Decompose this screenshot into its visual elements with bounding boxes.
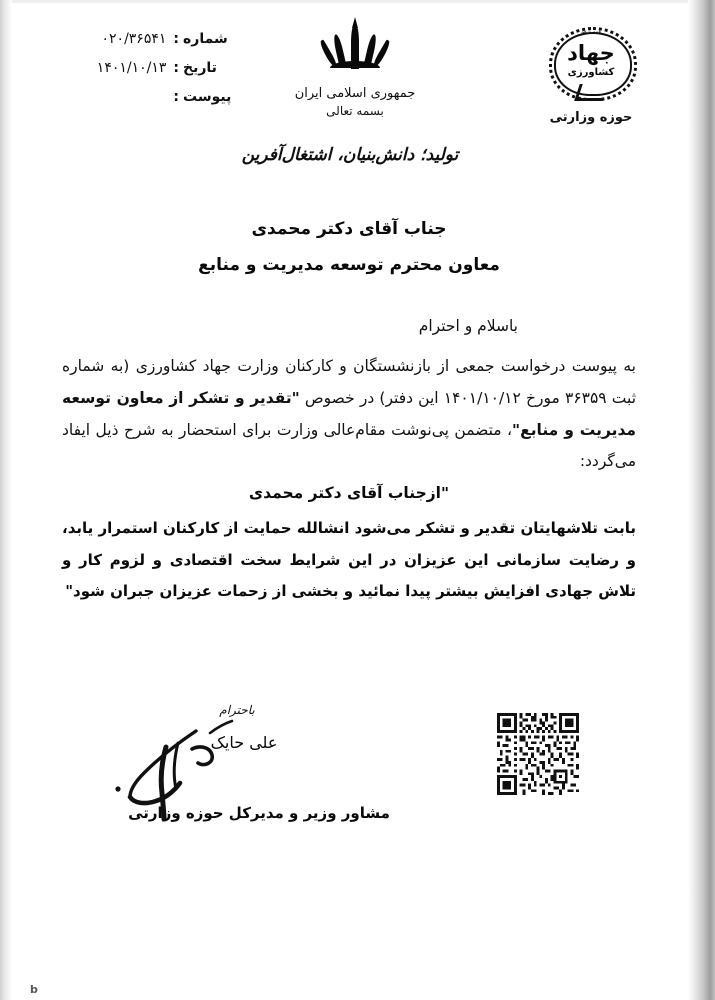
field-label-number: شماره [183, 31, 228, 47]
field-colon-attachment: : [173, 89, 179, 105]
ministry-logo-block [516, 21, 666, 125]
bottom-edge-mark: b [30, 983, 38, 996]
iran-national-emblem-icon [324, 25, 386, 77]
year-slogan: تولید؛ دانش‌بنیان، اشتغال‌آفرین [241, 145, 459, 165]
field-colon-number: : [173, 31, 179, 47]
field-label-attachment: پیوست [183, 89, 232, 105]
addressee-title: معاون محترم توسعه مدیریت و منابع [198, 255, 500, 275]
national-emblem-block [270, 25, 440, 118]
signatory-name: علی حایک [210, 733, 278, 752]
addressee-block [62, 219, 636, 275]
field-row-date [50, 60, 235, 76]
field-value-number: ۰۲۰/۳۶۵۴۱ [101, 31, 167, 47]
quote-heading: "ازجناب آقای دکتر محمدی [248, 484, 450, 503]
emblem-invocation-caption: بسمه تعالی [326, 104, 384, 118]
field-row-attachment [50, 89, 235, 105]
emblem-sword [330, 61, 380, 68]
jahad-keshavarzi-seal-icon [537, 21, 645, 103]
body-paragraph-suffix: ، متضمن پی‌نوشت مقام‌عالی وزارت برای استحضار به شرح ذیل ایفاد می‌گردد: [62, 420, 636, 471]
ministry-caption: حوزه وزارتی [549, 110, 633, 125]
seal-main-text: جهاد [567, 41, 615, 65]
qr-code [497, 713, 579, 795]
document-header [12, 3, 688, 193]
seal-sub-text: کشاورزی [567, 67, 615, 78]
greeting-line: باسلام و احترام [418, 317, 518, 335]
body-paragraph-subject: "تقدیر و تشکر از معاون توسعه مدیریت و منابع" [62, 388, 636, 439]
document-sheet [12, 0, 688, 1000]
emblem-country-caption: جمهوری اسلامی ایران [294, 86, 416, 101]
signature-regards: باحترام [219, 703, 255, 717]
field-colon-date: : [173, 60, 179, 76]
signature-area [12, 703, 688, 863]
header-fields [50, 31, 235, 118]
document-body [12, 211, 688, 608]
field-label-date: تاریخ [183, 60, 217, 76]
quote-paragraph: بابت تلاشهایتان تقدیر و تشکر می‌شود انشالله حمایت از کارکنان استمرار یابد، و رضایت سازمانی این عزیزان در این شرایط سخت اقتصادی و لزوم کار و تلاش جهادی افزایش بیشتر پیدا نمائید و بخشی از زحمات عزیزان جبران شود" [62, 519, 636, 601]
field-row-number [50, 31, 235, 47]
seal-top-text: همه با هم [580, 29, 602, 35]
body-paragraph [62, 351, 636, 478]
qr-code-icon [497, 713, 579, 795]
seal-tail-stroke [574, 84, 609, 101]
body-paragraph-prefix: به پیوست درخواست جمعی از بازنشستگان و کارکنان وزارت جهاد کشاورزی (به شماره ثبت ۳۶۳۵۹ مورخ ۱۴۰۱/۱۰/۱۲ این دفتر) در خصوص [62, 357, 637, 407]
addressee-name: جناب آقای دکتر محمدی [251, 219, 447, 239]
signature-block [94, 703, 424, 822]
signatory-title: مشاور وزیر و مدیرکل حوزه وزارتی [128, 804, 390, 822]
field-value-date: ۱۴۰۱/۱۰/۱۳ [96, 60, 167, 76]
